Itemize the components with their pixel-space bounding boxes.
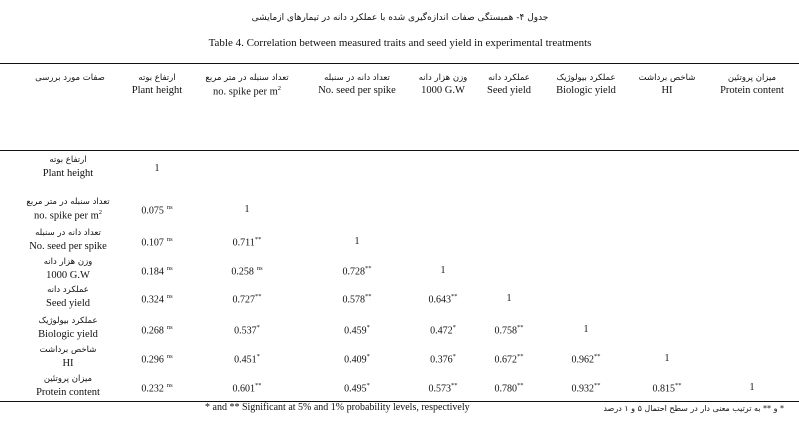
- row-label-fa: عملکرد بیولوژیک: [38, 316, 98, 326]
- significance-mark: ns: [166, 204, 173, 211]
- column-header-fa: عملکرد بیولوژیک: [556, 73, 616, 83]
- table-cell: [572, 353, 601, 365]
- table-cell: [355, 236, 360, 247]
- significance-mark: **: [517, 381, 524, 389]
- table-cell: [584, 324, 589, 335]
- significance-mark: *: [452, 352, 456, 360]
- row-label-en: [38, 329, 98, 340]
- significance-mark: ns: [166, 352, 173, 360]
- significance-mark: *: [366, 323, 370, 331]
- cell-value: 0.643: [428, 293, 451, 305]
- table-cell: [343, 265, 372, 277]
- table-cell: [231, 265, 262, 277]
- column-header-en: [487, 85, 531, 96]
- table-cell: [141, 265, 172, 277]
- column-header-fa: تعداد دانه در سنبله: [324, 73, 390, 83]
- table-cell: [233, 236, 262, 248]
- table-cell: [572, 382, 601, 394]
- table-cell: [141, 204, 172, 216]
- cell-value: 0.459: [344, 324, 367, 336]
- cell-value: 1: [506, 292, 512, 304]
- column-header-en: [318, 85, 396, 96]
- significance-mark: *: [452, 323, 456, 331]
- cell-value: 1: [440, 264, 446, 276]
- significance-mark: **: [675, 381, 682, 389]
- row-label-en: [46, 270, 90, 281]
- column-header-en: [661, 85, 672, 96]
- table-cell: [155, 163, 160, 174]
- table-cell: [495, 324, 524, 336]
- column-header-en: [421, 85, 465, 96]
- cell-value: 0.296: [141, 353, 164, 365]
- cell-value: 0.758: [494, 324, 517, 336]
- footnote-persian: * و ** به ترتیب معنی دار در سطح احتمال ۵ و ۱ درصد: [603, 404, 784, 413]
- cell-value: 0.324: [141, 293, 164, 305]
- row-label: Plant height: [42, 168, 94, 179]
- cell-value: 1: [583, 323, 589, 335]
- cell-value: 1: [749, 381, 755, 393]
- table-cell: [665, 353, 670, 364]
- row-label-fa: تعداد سنبله در متر مربع: [26, 197, 110, 207]
- table-cell: [234, 324, 260, 336]
- table-cell: [430, 353, 456, 365]
- significance-mark: **: [255, 381, 262, 389]
- column-header-label: Protein content: [720, 85, 784, 96]
- cell-value: 0.451: [234, 353, 257, 365]
- column-header-fa: وزن هزار دانه: [418, 73, 468, 83]
- table-cell: [344, 353, 370, 365]
- column-header-label: HI: [661, 85, 673, 96]
- cell-value: 0.578: [342, 293, 365, 305]
- row-label: 1000 G.W: [46, 270, 90, 281]
- cell-value: 1: [244, 204, 250, 215]
- superscript: 2: [98, 209, 102, 216]
- table-cell: [245, 204, 250, 215]
- row-label: Seed yield: [45, 298, 91, 309]
- cell-value: 0.472: [430, 324, 453, 336]
- cell-value: 0.728: [342, 265, 365, 277]
- table-cell: [233, 293, 262, 305]
- cell-value: 0.962: [571, 353, 594, 365]
- table-cell: [429, 382, 458, 394]
- column-header-en: [720, 85, 784, 96]
- row-label-en: [34, 209, 102, 222]
- caption-english: Table 4. Correlation between measured traits and seed yield in experimental treatments: [208, 37, 592, 49]
- significance-mark: ns: [256, 264, 263, 272]
- table-cell: [233, 382, 262, 394]
- column-header-label: Biologic yield: [556, 85, 616, 96]
- row-label-fa: عملکرد دانه: [47, 285, 89, 295]
- table-cell: [507, 293, 512, 304]
- row-label-fa: وزن هزار دانه: [43, 257, 93, 267]
- significance-mark: **: [594, 352, 601, 360]
- cell-value: 1: [154, 162, 160, 174]
- cell-value: 0.672: [494, 353, 517, 365]
- cell-value: 0.932: [571, 382, 594, 394]
- top-rule: [0, 63, 799, 64]
- cell-value: 0.537: [234, 324, 257, 336]
- row-label-fa: میزان پروتئین: [43, 374, 93, 384]
- significance-mark: **: [451, 292, 458, 300]
- table-cell: [430, 324, 456, 336]
- significance-mark: **: [451, 381, 458, 389]
- significance-mark: **: [594, 381, 601, 389]
- significance-mark: *: [366, 352, 370, 360]
- cell-value: 0.815: [652, 382, 675, 394]
- significance-mark: ns: [166, 381, 173, 389]
- table-cell: [653, 382, 682, 394]
- cell-value: 0.107: [141, 236, 164, 248]
- significance-mark: *: [256, 323, 260, 331]
- table-cell: [495, 382, 524, 394]
- corner-header: صفات مورد بررسی: [35, 73, 105, 83]
- significance-mark: **: [517, 323, 524, 331]
- significance-mark: ns: [166, 264, 173, 272]
- cell-value: 0.232: [141, 382, 164, 394]
- table-cell: [429, 293, 458, 305]
- row-label: HI: [62, 358, 74, 369]
- cell-value: 1: [354, 235, 360, 247]
- table-cell: [344, 324, 370, 336]
- cell-value: 0.495: [344, 382, 367, 394]
- cell-value: 0.727: [232, 293, 255, 305]
- row-label-en: [36, 387, 100, 398]
- row-label-fa: شاخص برداشت: [39, 345, 97, 355]
- column-header-label: No. seed per spike: [318, 85, 396, 96]
- column-header-label: no. spike per m: [213, 86, 278, 98]
- row-label-fa: ارتفاع بوته: [49, 155, 87, 165]
- column-header-label: Plant height: [131, 85, 183, 96]
- table-cell: [441, 265, 446, 276]
- cell-value: 0.075: [141, 205, 164, 217]
- column-header-en: [132, 85, 182, 96]
- cell-value: 0.601: [232, 382, 255, 394]
- table-cell: [141, 293, 172, 305]
- cell-value: 0.573: [428, 382, 451, 394]
- cell-value: 0.268: [141, 324, 164, 336]
- table-cell: [343, 293, 372, 305]
- header-rule: [0, 150, 799, 151]
- column-header-en: [213, 85, 281, 98]
- column-header-en: [556, 85, 616, 96]
- table-cell: [750, 382, 755, 393]
- table-cell: [495, 353, 524, 365]
- significance-mark: **: [517, 352, 524, 360]
- row-label-en: [46, 298, 90, 309]
- row-label: Protein content: [36, 387, 100, 398]
- row-label-en: [62, 358, 73, 369]
- row-label: Biologic yield: [38, 329, 98, 340]
- significance-mark: **: [365, 264, 372, 272]
- table-cell: [141, 236, 172, 248]
- column-header-fa: تعداد سنبله در متر مربع: [205, 73, 289, 83]
- significance-mark: *: [256, 352, 260, 360]
- cell-value: 0.376: [430, 353, 453, 365]
- cell-value: 0.711: [232, 236, 255, 248]
- column-header-fa: عملکرد دانه: [488, 73, 530, 83]
- cell-value: 0.184: [141, 265, 164, 277]
- table-cell: [141, 324, 172, 336]
- column-header-fa: میزان پروتئین: [727, 73, 777, 83]
- caption-persian: جدول ۴- همبستگی صفات اندازه‌گیری شده با عملکرد دانه در تیمارهای ازمایشی: [251, 13, 549, 23]
- superscript: 2: [277, 85, 281, 92]
- significance-mark: ns: [166, 323, 173, 331]
- cell-value: 0.258: [231, 265, 254, 277]
- column-header-label: Seed yield: [486, 85, 532, 96]
- significance-mark: ns: [166, 292, 173, 300]
- row-label: no. spike per m: [34, 210, 99, 222]
- table-cell: [141, 382, 172, 394]
- column-header-fa: شاخص برداشت: [638, 73, 696, 83]
- table-cell: [344, 382, 370, 394]
- row-label: No. seed per spike: [29, 241, 107, 252]
- footnote-english: * and ** Significant at 5% and 1% probability levels, respectively: [205, 402, 470, 413]
- cell-value: 0.409: [344, 353, 367, 365]
- significance-mark: **: [255, 292, 262, 300]
- cell-value: 1: [664, 352, 670, 364]
- table-cell: [141, 353, 172, 365]
- row-label-fa: تعداد دانه در سنبله: [35, 228, 101, 238]
- table-cell: [234, 353, 260, 365]
- significance-mark: ns: [166, 235, 173, 243]
- significance-mark: **: [365, 292, 372, 300]
- cell-value: 0.780: [494, 382, 517, 394]
- column-header-fa: ارتفاع بوته: [138, 73, 176, 83]
- row-label-en: [29, 241, 107, 252]
- column-header-label: 1000 G.W: [421, 85, 465, 96]
- row-label-en: [43, 168, 93, 179]
- significance-mark: **: [254, 235, 262, 243]
- significance-mark: *: [366, 381, 370, 389]
